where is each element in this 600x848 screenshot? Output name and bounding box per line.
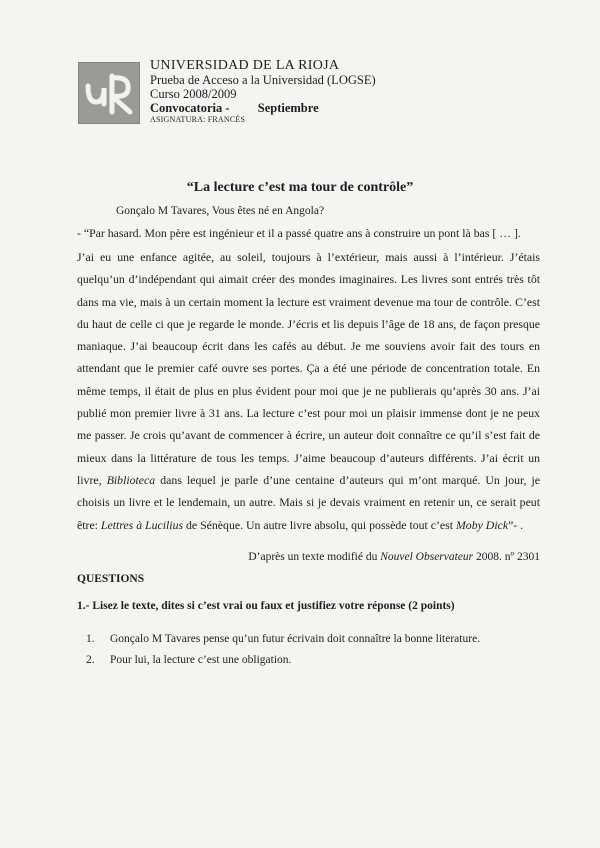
source-citation: D’après un texte modifié du Nouvel Observateur 2008. nº 2301 — [248, 551, 540, 563]
list-item: 2. Pour lui, la lecture c’est une obligation. — [86, 654, 292, 666]
interview-question: Gonçalo M Tavares, Vous êtes né en Angola? — [116, 205, 325, 217]
page-title: “La lecture c’est ma tour de contrôle” — [186, 180, 414, 195]
list-item: 1. Gonçalo M Tavares pense qu’un futur écrivain doit connaître la bonne literature. — [86, 633, 481, 645]
session-value: Septiembre — [257, 101, 319, 115]
session-label: Convocatoria - — [150, 101, 230, 115]
statement-list — [86, 633, 480, 675]
subject: ASIGNATURA: FRANCÉS — [150, 115, 246, 124]
questions-heading: QUESTIONS — [77, 573, 145, 585]
question-1: 1.- Lisez le texte, dites si c’est vrai ou faux et justifiez votre réponse (2 points) — [77, 600, 455, 612]
exam-header — [150, 58, 450, 125]
university-logo — [78, 62, 140, 124]
exam-name: Prueba de Acceso a la Universidad (LOGSE) — [150, 73, 376, 87]
journal-name: Nouvel Observateur — [380, 551, 474, 563]
course-year: Curso 2008/2009 — [150, 87, 237, 101]
book-title-biblioteca: Biblioteca — [106, 472, 156, 487]
book-title-lettres: Lettres à Lucilius — [100, 517, 184, 532]
book-title-moby-dick: Moby Dick — [455, 517, 509, 532]
session — [150, 101, 450, 115]
answer-body: J’ai eu une enfance agitée, au soleil, toujours à l’extérieur, mais aussi à l’intérieur. J’étais quelqu’un d’indépendant qui aimait créer des mondes imaginaires. Les livres sont entrés très tôt dans ma vie, mais à un certain moment la lecture est vraiment devenue ma tour de contrôle. C’est du haut de celle ci que je regarde le monde. J’écris et lis depuis l’âge de 18 ans, de façon presque maniaque. J’ai beaucoup écrit dans les cafés au début. Je me souviens avoir fait des tours en attendant que le premier café ouvre ses portes. Ça a été une période de concentration totale. En même temps, il était de plus en plus évident pour moi que je ne publierais qu’après 30 ans. J’ai publié mon premier livre à 31 ans. La lecture c’est pour moi un plaisir immense dont je ne peux me passer. Je crois qu’avant de commencer à écrire, un auteur doit connaître ce qu’il s’est fait de mieux dans la littérature de tous les temps. J’aime beaucoup d’auteurs différents. J’ai écrit un livre, Biblioteca dans lequel je parle d’une centaine d’auteurs qui m’ont marqué. Un jour, je choisis un livre et le lendemain, un autre. Mais si je devais vraiment en retenir un, ce serait peut être: Lettres à Lucilius de Sénèque. Un autre livre absolu, qui possède tout c’est Moby Dick”- . — [77, 250, 541, 532]
university-name: UNIVERSIDAD DE LA RIOJA — [150, 58, 340, 73]
answer-opening: - “Par hasard. Mon père est ingénieur et il a passé quatre ans à construire un pont là bas [ … ]. — [77, 226, 521, 240]
article-text — [77, 224, 540, 536]
